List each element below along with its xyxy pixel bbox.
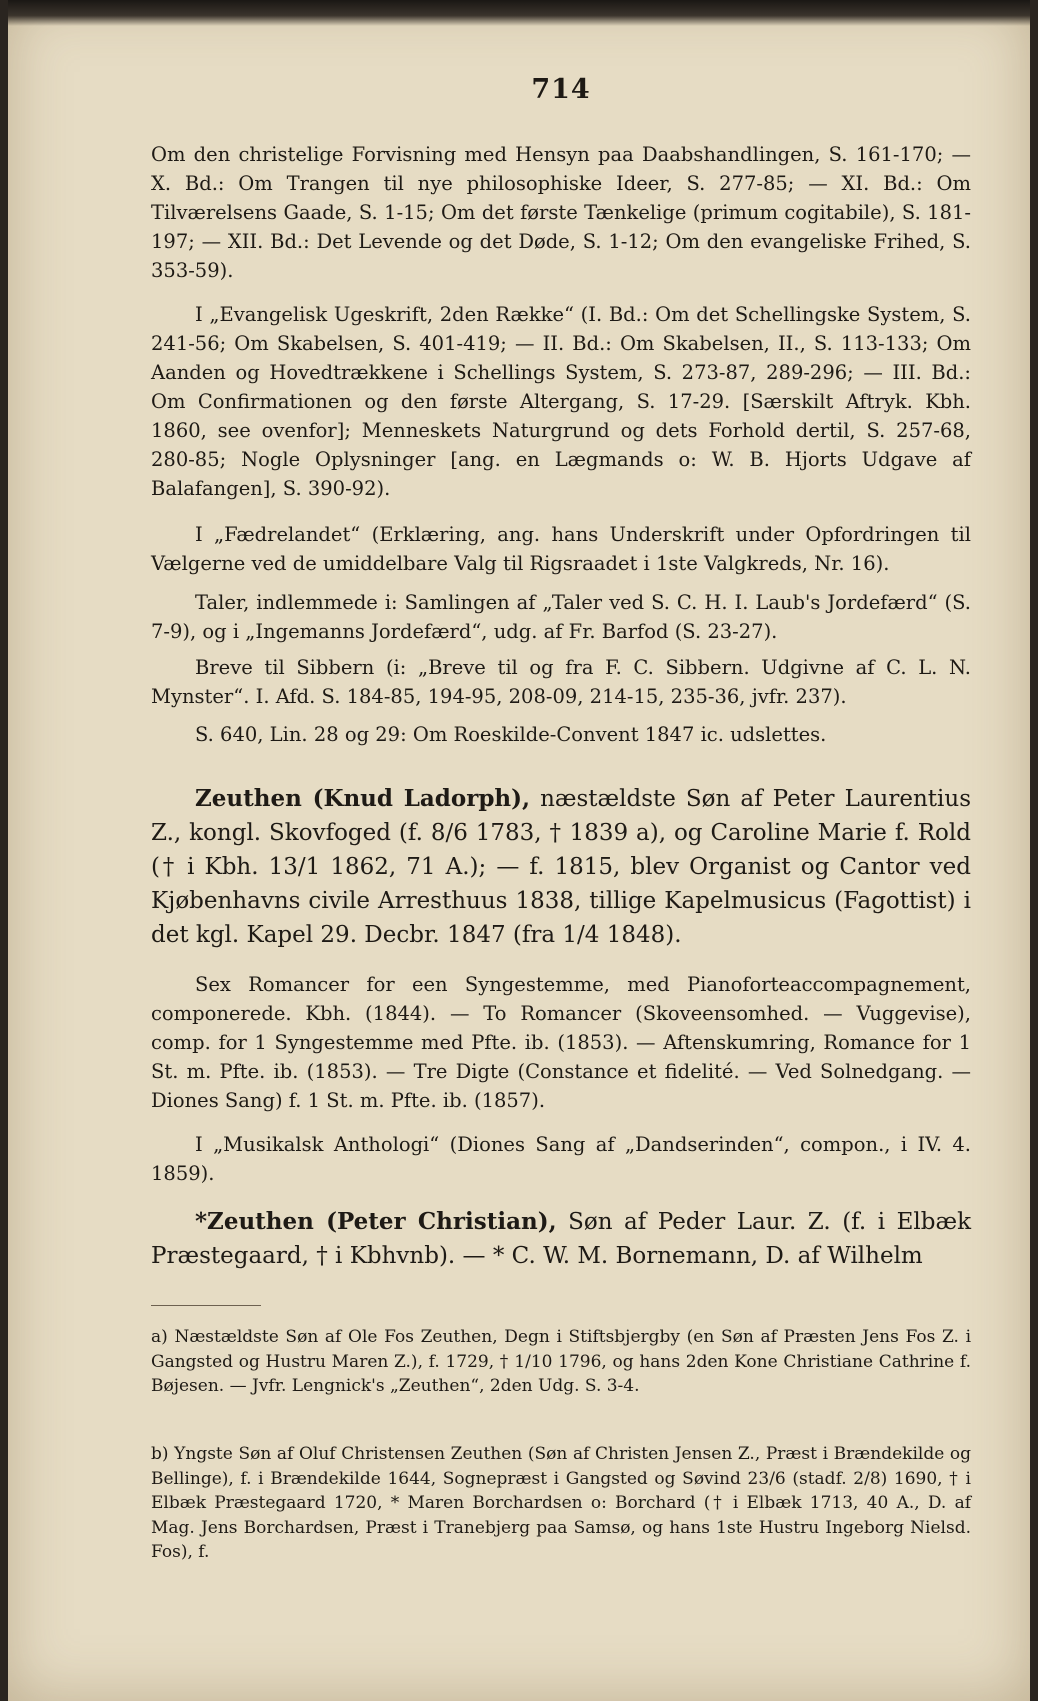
paragraph-faedrelandet: I „Fædrelandet“ (Erklæring, ang. hans Underskrift under Opfordringen til Vælgerne ved de umiddelbare Valg til Rigsraadet i 1ste Valgkreds, Nr. 16). bbox=[151, 523, 971, 575]
entry-heading: Zeuthen (Knud Ladorph), bbox=[195, 785, 531, 812]
entry-anthology: I „Musikalsk Anthologi“ (Diones Sang af „Dandserinden“, compon., i IV. 4. 1859). bbox=[151, 1133, 971, 1185]
page-number: 714 bbox=[531, 74, 591, 105]
paragraph-correction: S. 640, Lin. 28 og 29: Om Roeskilde-Convent 1847 ic. udslettes. bbox=[195, 723, 827, 746]
footnote-text: Yngste Søn af Oluf Christensen Zeuthen (Søn af Christen Jensen Z., Præst i Brændekilde og Bellinge), f. i Brændekilde 1644, Sognepræst i Gangsted og Søvind 23/6 (stadf. 2/8) 1690, † i Elbæk Præstegaard 1720, * Maren Borchardsen o: Borchard († i Elbæk 1713, 40 A., D. af Mag. Jens Borchardsen, Præst i Tranebjerg paa Samsø, og hans 1ste Hustru Ingeborg Nielsd. Fos), f. bbox=[151, 1444, 971, 1562]
paragraph-breve: Breve til Sibbern (i: „Breve til og fra F. C. Sibbern. Udgivne af C. L. N. Mynster“. I. Afd. S. 184-85, 194-95, 208-09, 214-15, 235-36, jvfr. 237). bbox=[151, 656, 971, 708]
footnote-separator bbox=[151, 1305, 261, 1306]
entry-biography: næstældste Søn af Peter Laurentius Z., kongl. Skovfoged (f. 8/6 1783, † 1839 a), og Caroline Marie f. Rold († i Kbh. 13/1 1862, 71 A.); — f. 1815, blev Organist og Cantor ved Kjøbenhavns civile Arresthuus 1838, tillige Kapelmusicus (Fagottist) i det kgl. Kapel 29. Decbr. 1847 (fra 1/4 1848). bbox=[151, 786, 971, 948]
entry-biography: Søn af Peder Laur. Z. (f. i Elbæk Præstegaard, † i Kbhvnb). — * C. W. M. Bornemann, D. af Wilhelm bbox=[151, 1209, 972, 1269]
entry-zeuthen-knud bbox=[151, 782, 971, 952]
entry-heading: *Zeuthen (Peter Christian), bbox=[195, 1208, 557, 1235]
footnote-text: Næstældste Søn af Ole Fos Zeuthen, Degn i Stiftsbjergby (en Søn af Præsten Jens Fos Z. i Gangsted og Hustru Maren Z.), f. 1729, † 1/10 1796, og hans 2den Kone Christiane Cathrine f. Bøjesen. — Jvfr. Lengnick's „Zeuthen“, 2den Udg. S. 3-4. bbox=[151, 1327, 972, 1396]
entry-works-list: Sex Romancer for een Syngestemme, med Pianoforteaccompagnement, componerede. Kbh. (1844). — To Romancer (Skoveensomhed. — Vuggevise), comp. for 1 Syngestemme med Pfte. ib. (1853). — Aftenskumring, Romance for 1 St. m. Pfte. ib. (1853). — Tre Digte (Constance et fidelité. — Ved Solnedgang. — Diones Sang) f. 1 St. m. Pfte. ib. (1857). bbox=[151, 973, 971, 1112]
paragraph-evangelisk-ugeskrift: I „Evangelisk Ugeskrift, 2den Række“ (I. Bd.: Om det Schellingske System, S. 241-56; Om Skabelsen, S. 401-419; — II. Bd.: Om Skabelsen, II., S. 113-133; Om Aanden og Hovedtrækkene i Schellings System, S. 273-87, 289-296; — III. Bd.: Om Confirmationen og den første Altergang, S. 17-29. [Særskilt Aftryk. Kbh. 1860, see ovenfor]; Menneskets Naturgrund og dets Forhold dertil, S. 257-68, 280-85; Nogle Oplysninger [ang. en Lægmands o: W. B. Hjorts Udgave af Balafangen], S. 390-92). bbox=[151, 303, 971, 500]
paragraph-continuation: Om den christelige Forvisning med Hensyn paa Daabshandlingen, S. 161-170; — X. Bd.: Om Trangen til nye philosophiske Ideer, S. 277-85; — XI. Bd.: Om Tilværelsens Gaade, S. 1-15; Om det første Tænkelige (primum cogitabile), S. 181-197; — XII. Bd.: Det Levende og det Døde, S. 1-12; Om den evangeliske Frihed, S. 353-59). bbox=[151, 143, 971, 282]
footnote-a bbox=[151, 1325, 971, 1399]
footnote-b bbox=[151, 1442, 971, 1565]
footnote-label: b) bbox=[151, 1444, 169, 1464]
book-page bbox=[8, 0, 1030, 1701]
page-top-shadow bbox=[8, 0, 1030, 26]
entry-zeuthen-peter bbox=[151, 1205, 971, 1273]
paragraph-taler: Taler, indlemmede i: Samlingen af „Taler ved S. C. H. I. Laub's Jordefærd“ (S. 7-9), og i „Ingemanns Jordefærd“, udg. af Fr. Barfod (S. 23-27). bbox=[151, 591, 971, 643]
footnote-label: a) bbox=[151, 1327, 168, 1347]
